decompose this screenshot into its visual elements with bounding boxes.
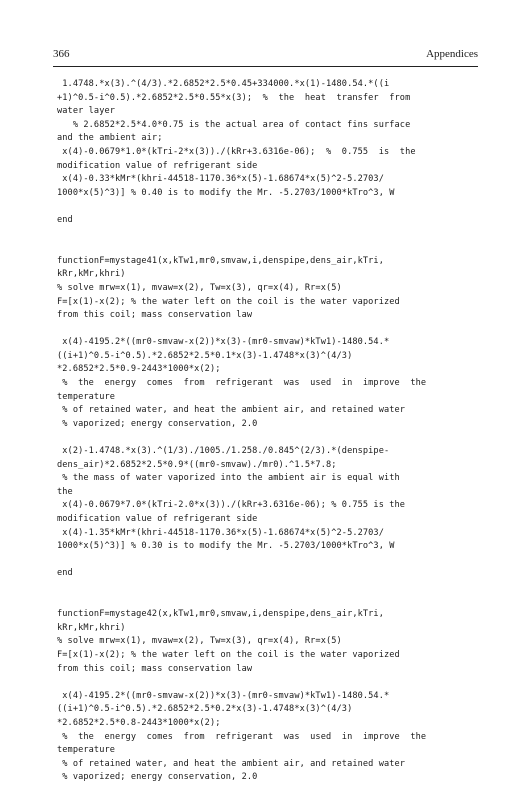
blank-line [57, 323, 459, 337]
blank-line [57, 676, 459, 690]
code-line: % 2.6852*2.5*4.0*0.75 is the actual area of contact fins surface [57, 119, 411, 130]
code-line: % the mass of water vaporized into the ambient air is equal with [57, 473, 400, 484]
section-title: Appendices [426, 48, 478, 60]
blank-line [57, 581, 459, 595]
code-line: x(4)-4195.2*((mr0-smvaw-x(2))*x(3)-(mr0-smvaw)*kTw1)-1480.54.* [57, 690, 390, 701]
code-line: 1000*x(5)^3)] % 0.30 is to modify the Mr. -5.2703/1000*kTro^3, W [57, 541, 395, 552]
code-line: water layer [57, 106, 116, 117]
code-line: x(4)-0.33*kMr*(khri-44518-1170.36*x(5)-1.68674*x(5)^2-5.2703/ [57, 174, 384, 185]
code-line: F=[x(1)-x(2); % the water left on the coil is the water vaporized [57, 649, 400, 660]
code-line: dens_air)*2.6852*2.5*0.9*((mr0-smvaw)./mr0).^1.5*7.8; [57, 459, 337, 470]
code-line: temperature [57, 391, 116, 402]
blank-line [57, 200, 459, 214]
code-line: % of retained water, and heat the ambient air, and retained water [57, 758, 406, 769]
code-line: x(4)-1.35*kMr*(khri-44518-1170.36*x(5)-1.68674*x(5)^2-5.2703/ [57, 527, 384, 538]
code-line: modification value of refrigerant side [57, 160, 258, 171]
code-line: ((i+1)^0.5-i^0.5).*2.6852*2.5*0.1*x(3)-1.4748*x(3)^(4/3) [57, 350, 353, 361]
code-line: temperature [57, 745, 116, 756]
code-line: *2.6852*2.5*0.8-2443*1000*x(2); [57, 717, 221, 728]
code-line: kRr,kMr,khri) [57, 622, 126, 633]
running-header [53, 48, 478, 62]
code-line: % vaporized; energy conservation, 2.0 [57, 418, 258, 429]
blank-line [57, 595, 459, 609]
page-number: 366 [53, 48, 70, 60]
code-line: x(4)-4195.2*((mr0-smvaw-x(2))*x(3)-(mr0-smvaw)*kTw1)-1480.54.* [57, 337, 390, 348]
code-line: the [57, 486, 73, 497]
code-line: modification value of refrigerant side [57, 514, 258, 524]
blank-line [57, 431, 459, 445]
code-line: % the energy comes from refrigerant was used in improve the [57, 731, 427, 742]
code-line: *2.6852*2.5*0.9-2443*1000*x(2); [57, 364, 221, 375]
code-line: 1000*x(5)^3)] % 0.40 is to modify the Mr. -5.2703/1000*kTro^3, W [57, 187, 395, 198]
code-line: from this coil; mass conservation law [57, 310, 253, 321]
blank-line [57, 554, 459, 568]
code-line: % of retained water, and heat the ambient air, and retained water [57, 405, 406, 416]
code-line: from this coil; mass conservation law [57, 663, 253, 674]
code-line: F=[x(1)-x(2); % the water left on the coil is the water vaporized [57, 296, 400, 307]
code-line: end [57, 568, 73, 579]
code-line: end [57, 214, 73, 225]
header-rule [53, 66, 478, 67]
code-listing [57, 78, 459, 785]
code-line: and the ambient air; [57, 133, 163, 144]
code-line: x(4)-0.0679*1.0*(kTri-2*x(3))./(kRr+3.6316e-06); % 0.755 is the [57, 146, 416, 157]
code-line: ((i+1)^0.5-i^0.5).*2.6852*2.5*0.2*x(3)-1.4748*x(3)^(4/3) [57, 704, 353, 715]
code-line: % the energy comes from refrigerant was used in improve the [57, 378, 427, 389]
code-line: 1.4748.*x(3).^(4/3).*2.6852*2.5*0.45+334000.*x(1)-1480.54.*((i [57, 79, 390, 89]
code-line: % solve mrw=x(1), mvaw=x(2), Tw=x(3), qr=x(4), Rr=x(5) [57, 282, 342, 293]
code-line: x(2)-1.4748.*x(3).^(1/3)./1005./1.258./0.845^(2/3).*(denspipe- [57, 446, 390, 457]
blank-line [57, 228, 459, 242]
code-line: % vaporized; energy conservation, 2.0 [57, 772, 258, 783]
code-line: kRr,kMr,khri) [57, 269, 126, 280]
code-line: x(4)-0.0679*7.0*(kTri-2.0*x(3))./(kRr+3.6316e-06); % 0.755 is the [57, 500, 406, 511]
code-line: +1)^0.5-i^0.5).*2.6852*2.5*0.55*x(3); % the heat transfer from [57, 92, 411, 103]
code-line: functionF=mystage42(x,kTw1,mr0,smvaw,i,denspipe,dens_air,kTri, [57, 609, 384, 620]
code-line: functionF=mystage41(x,kTw1,mr0,smvaw,i,denspipe,dens_air,kTri, [57, 255, 384, 266]
code-line: % solve mrw=x(1), mvaw=x(2), Tw=x(3), qr=x(4), Rr=x(5) [57, 636, 342, 647]
blank-line [57, 241, 459, 255]
